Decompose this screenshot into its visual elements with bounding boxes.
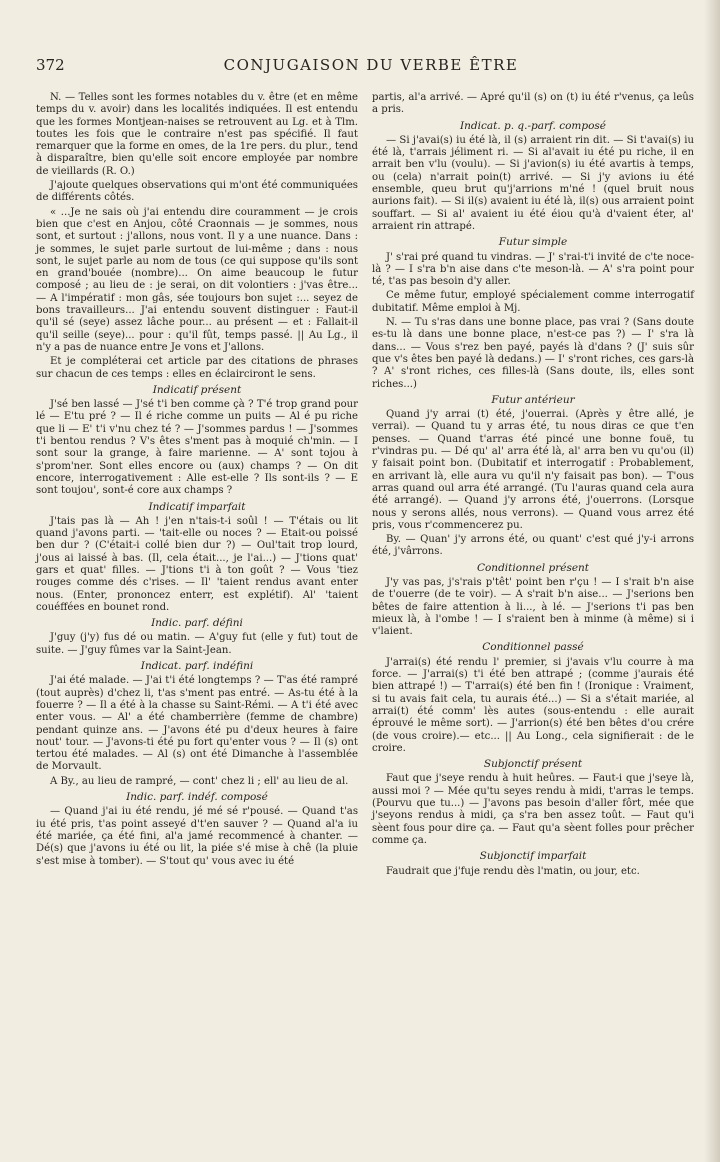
paragraph: Et je compléterai cet article par des citations de phrases sur chacun de ces temps : elles en éclairciront le sens. bbox=[36, 356, 358, 380]
paragraph: J'ai été malade. — J'ai t'i été longtemps ? — T'as été rampré (tout auprès) d'chez li, t'as s'ment pas entré. — As-tu été à la fouerre ? — Il a été à la chasse su Saint-Rémi. — A t'i été avec enter vous. — Al' a été chamberrière (femme de chambre) pendant quinze ans. — J'avons été pu d'deux heures à faire nout' tour. — J'avons-ti été pu fort qu'enter vous ? — Il (s) ont tertou été malades. — Al (s) ont été Dimanche à l'assemblée de Morvault. bbox=[36, 675, 358, 773]
section-heading: Subjonctif présent bbox=[483, 758, 583, 771]
paragraph: Ce même futur, employé spécialement comme interrogatif dubitatif. Même emploi à Mj. bbox=[372, 290, 694, 314]
page-header bbox=[36, 56, 706, 80]
paragraph: N. — Tu s'ras dans une bonne place, pas vrai ? (Sans doute es-tu là dans une bonne place, n'est-ce pas ?) — I' s'ra là dans... — Vous s'rez ben payé, payés là d'dans ? (J' suis sûr que v's êtes ben payé là dedans.) — I' s'ront riches, ces gars-là ? A' s'ront riches, ces filles-là (Sans doute, ils, elles sont riches...) bbox=[372, 317, 694, 390]
section-heading: Indicatif imparfait bbox=[148, 500, 246, 513]
section-heading: Indicat. parf. indéfini bbox=[140, 660, 254, 673]
paragraph: — Quand j'ai iu été rendu, jé mé sé r'pousé. — Quand t'as iu été pris, t'as point asseyé d't'en sauver ? — Quand al'a iu été mariée, ça été fini, al'a jamé recommencé à chanter. — Dé(s) que j'avons iu été ou lit, la piée s'é mise à chê (la pluie s'est mise à tomber). — S'tout qu' vous avec iu été bbox=[36, 806, 358, 867]
paragraph: J'sé ben lassé — J'sé t'i ben comme çà ? T'é trop grand pour lé — E'tu pré ? — Il é riche comme un puits — Al é pu riche que li — E' t'i v'nu chez té ? — J'sommes pardus ! — J'sommes t'i bentou rendus ? V's êtes s'ment pas à moquié ch'min. — I sont sour la grange, à faire marienne. — A' sont tojou à s'prom'ner. Sont elles encore ou (aux) champs ? — On dit encore, interrogativement : Alle est-elle ? Ils sont-ils ? — E sont toujou', sont-é core aux champs ? bbox=[36, 399, 358, 497]
paragraph: Faudrait que j'fuje rendu dès l'matin, ou jour, etc. bbox=[386, 865, 640, 877]
section-heading: Subjonctif imparfait bbox=[479, 850, 587, 863]
paragraph: J'y vas pas, j's'rais p'têt' point ben r'çu ! — I s'rait b'n aise de t'ouerre (de te voir). — A s'rait b'n aise... — J'serions ben bêtes de faire attention à li..., à lé. — J'serions t'i pas ben mieux là, à l'ombe ! — I s'raient ben à minme (à même) si i v'laient. bbox=[372, 576, 694, 638]
section-heading: Indicat. p. q.-parf. composé bbox=[459, 119, 607, 132]
paragraph: By. — Quan' j'y arrons été, ou quant' c'est qué j'y-i arrons été, j'vârrons. bbox=[372, 534, 694, 558]
paragraph: « ...Je ne sais où j'ai entendu dire couramment — je crois bien que c'est en Anjou, côté Craonnais — je sommes, nous sont, et surtout : j'allons, nous vont. Il y a une nuance. Dans : je sommes, le sujet parle surtout de lui-même ; dans : nous sont, le sujet parle au nom de tous (ce qui suppose qu'ils sont en grand'bouée (nombre)... On aime beaucoup le futur composé ; au lieu de : je serai, on dit volontiers : j'vas être... — A l'impératif : mon gâs, sée toujours bon sujet :... seyez de bons travailleurs... J'ai entendu souvent distinguer : Faut-il qu'il sé (seye) assez lâche pour... au présent — et : Fallait-il qu'il seille (seye)... pour : qu'il fût, temps passé. || Au Lg., il n'y a pas de nuance entre Je vons et J'allons. bbox=[36, 206, 358, 353]
paragraph: partis, al'a arrivé. — Apré qu'il (s) on (t) iu été r'venus, ça leûs a pris. bbox=[372, 92, 694, 116]
paragraph: Faut que j'seye rendu à huit heûres. — Faut-i que j'seye là, aussi moi ? — Mée qu'tu seyes rendu à midi, t'arras le temps. (Pourvu que tu...) — J'avons pas besoin d'aller fôrt, mée que j'seyons rendus à midi, ça s'ra ben assez toût. — Faut qu'i sèent fous pour dire ça. — Faut qu'a sèent folles pour prêcher comme ça. bbox=[372, 773, 694, 846]
paragraph: J'tais pas là — Ah ! j'en n'tais-t-i soûl ! — T'étais ou lit quand j'avons parti. — 'tait-elle ou noces ? — Etait-ou poissé ben dur ? (C'était-i collé bien dur ?) — Oul'tait trop lourd, j'ous ai laissé à bas. (Il, cela était..., je l'ai...) — J'tions quat' gars et quat' filles. — J'tions t'i à ton goût ? — Vous 'tiez rouges comme dés c'rises. — Il' 'taient rendus avant enter nous. (Enter, prononcez enterr, est explétif). Al' 'taient couéffées en bounet rond. bbox=[36, 515, 358, 613]
left-column bbox=[36, 92, 358, 870]
running-title: CONJUGAISON DU VERBE ÊTRE bbox=[223, 56, 519, 74]
section-heading: Futur antérieur bbox=[491, 393, 575, 406]
section-heading: Indicatif présent bbox=[152, 383, 242, 396]
paragraph: J' s'rai pré quand tu vindras. — J' s'rai-t'i invité de c'te noce-là ? — I s'ra b'n aise dans c'te meson-là. — A' s'ra point pour té, t'as pas besoin d'y aller. bbox=[372, 251, 694, 288]
page-number: 372 bbox=[36, 56, 65, 74]
paragraph: J'arrai(s) été rendu l' premier, si j'avais v'lu courre à ma force. — J'arrai(s) t'i été ben attrapé ; (comme j'aurais été bien attrapé !) — T'arrai(s) été ben fin ! (Ironique : Vraiment, si tu avais fait cela, tu aurais été...) — Si a s'était mariée, al arrai(t) été comm' lès autes (sous-entendu : elle aurait éprouvé le même sort). — J'arrion(s) été ben bêtes d'ou crére (de vous croire).— etc... || Au Long., cela signifierait : de le croire. bbox=[372, 656, 694, 754]
section-heading: Indic. parf. indéf. composé bbox=[126, 791, 268, 804]
paragraph: A By., au lieu de rampré, — cont' chez li ; ell' au lieu de al. bbox=[50, 775, 349, 787]
paragraph: — Si j'avai(s) iu été là, il (s) arraient rin dit. — Si t'avai(s) iu été là, t'arrais jéliment ri. — Si al'avait iu été pu riche, il en arrait ben v'lu (voulu). — Si j'avion(s) iu été avartis à temps, ou (cela) n'arrait poin(t) arrivé. — Si j'y avions iu été ensemble, queu brut qu'j'arrions m'né ! (quel bruit nous aurions fait). — Si il(s) avaient iu été là, il(s) ous arraient point souffart. — Si al' avaient iu été éiou qu'à d'vaient éter, al' arraient rin attrapé. bbox=[372, 134, 694, 232]
paragraph: J'ajoute quelques observations qui m'ont été communiquées de différents côtés. bbox=[36, 180, 358, 204]
paragraph: Quand j'y arrai (t) été, j'ouerrai. (Après y être allé, je verrai). — Quand tu y arras été, tu nous diras ce que t'en penses. — Quand t'arras été pincé une bonne fouë, tu r'vindras pu. — Dé qu' al' arra été là, al' arra ben vu qu'ou (il) y faisait point bon. (Dubitatif et interrogatif : Probablement, en arrivant là, elle aura vu qu'il n'y faisait pas bon). — T'ous arras quand oul arra été arrangé. (Tu l'auras quand cela aura été arrangé). — Quand j'y arrons été, j'ouerrons. (Lorsque nous y serons allés, nous verrons). — Quand vous arrez été pris, vous r'commencerez pu. bbox=[372, 409, 694, 531]
section-heading: Futur simple bbox=[498, 236, 568, 249]
section-heading: Indic. parf. défini bbox=[151, 617, 243, 630]
page-edge-shadow bbox=[704, 0, 720, 1162]
paragraph: J'guy (j'y) fus dé ou matin. — A'guy fut (elle y fut) tout de suite. — J'guy fûmes var la Saint-Jean. bbox=[36, 632, 358, 656]
section-heading: Conditionnel passé bbox=[482, 641, 584, 654]
section-heading: Conditionnel présent bbox=[476, 561, 590, 574]
paragraph: N. — Telles sont les formes notables du v. être (et en même temps du v. avoir) dans les localités indiquées. Il est entendu que les formes Montjean-naises se retrouvent au Lg. et à Tlm. toutes les fois que le contraire n'est pas spécifié. Il faut remarquer que la forme en omes, de la 1re pers. du plur., tend à disparaître, bien qu'elle soit encore employée par nombre de vieillards (R. O.) bbox=[36, 92, 358, 177]
right-column bbox=[372, 92, 694, 880]
